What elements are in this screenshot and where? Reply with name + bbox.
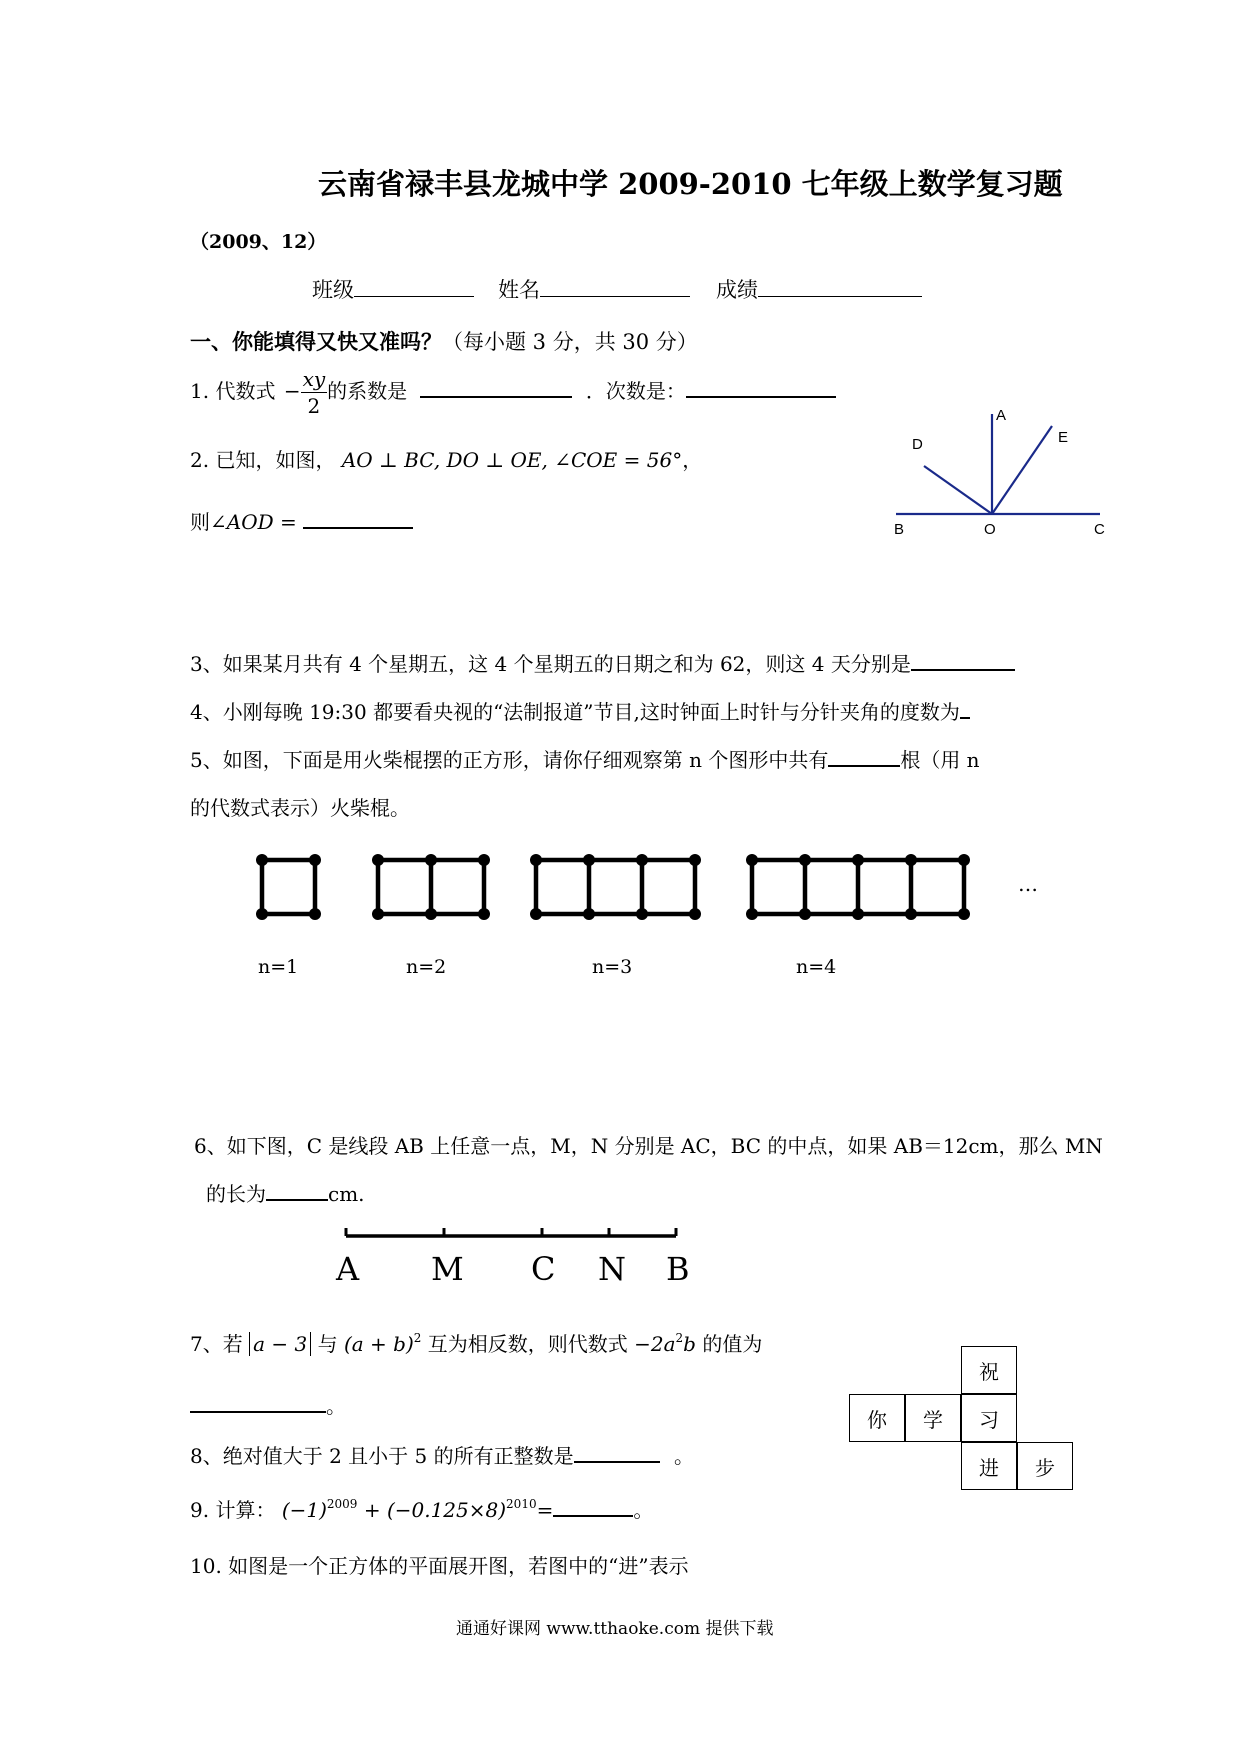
question-5-line-2: 的代数式表示）火柴棍。 — [190, 796, 410, 820]
name-blank[interactable] — [540, 276, 690, 297]
matchstick-joint — [905, 908, 917, 920]
matchstick-joint — [256, 854, 268, 866]
q1-sep: ．次数是： — [585, 379, 686, 403]
question-6-line-2 — [206, 1178, 365, 1207]
matchstick-ellipsis: … — [1018, 872, 1038, 896]
q7-square-exp: 2 — [413, 1331, 422, 1345]
matchstick-figure-1 — [256, 854, 321, 920]
name-field — [498, 274, 690, 304]
class-field — [312, 274, 474, 304]
q8-answer-blank[interactable] — [574, 1461, 660, 1463]
matchstick-joint — [958, 854, 970, 866]
q8-suffix: 。 — [673, 1444, 694, 1468]
q9-prefix: 9. 计算： — [190, 1498, 276, 1522]
q9-exp2: 2010 — [506, 1497, 537, 1511]
q9-answer-blank[interactable] — [553, 1515, 633, 1517]
seg-label-n: N — [598, 1250, 626, 1288]
question-8 — [190, 1440, 694, 1469]
q2-line2-prefix: 则 — [190, 510, 210, 534]
section-title: 一、你能填得又快又准吗？ — [190, 329, 442, 354]
matchstick-joint — [689, 854, 701, 866]
q2-angle: ∠AOD = — [210, 510, 297, 534]
matchstick-joint — [905, 854, 917, 866]
question-6-line-1: 6、如下图，C 是线段 AB 上任意一点，M，N 分别是 AC，BC 的中点，如果 AB＝12cm，那么 MN — [194, 1134, 1103, 1158]
q7-expr: −2a — [634, 1332, 676, 1356]
q5-suffix: 根（用 n — [900, 748, 980, 772]
q3-text: 3、如果某月共有 4 个星期五，这 4 个星期五的日期之和为 62，则这 4 天分别是 — [190, 652, 911, 676]
ray-od — [924, 466, 992, 514]
seg-label-m: M — [431, 1250, 464, 1288]
q1-prefix: 1. 代数式 — [190, 379, 276, 403]
q7-suffix: 的值为 — [702, 1332, 763, 1356]
question-2-line-1 — [190, 444, 702, 473]
net-cell-bu: 步 — [1017, 1442, 1073, 1490]
label-o: O — [984, 521, 996, 538]
footer-credit: 通通好课网 www.tthaoke.com 提供下载 — [456, 1619, 774, 1639]
net-cell-ni: 你 — [849, 1394, 905, 1442]
label-n1: n=1 — [258, 956, 299, 978]
question-7 — [190, 1328, 762, 1357]
label-d: D — [912, 436, 923, 453]
matchstick-joint — [583, 854, 595, 866]
matchstick-joint — [372, 908, 384, 920]
name-label: 姓名 — [498, 278, 540, 302]
net-cell-zhu: 祝 — [961, 1346, 1017, 1394]
label-n2: n=2 — [406, 956, 447, 978]
matchstick-joint — [256, 908, 268, 920]
q1-numerator: xy — [302, 367, 326, 391]
q7-expr-tail: b — [683, 1332, 696, 1356]
matchstick-joint — [309, 908, 321, 920]
q6-answer-blank[interactable] — [266, 1199, 328, 1201]
label-n4: n=4 — [796, 956, 837, 978]
q9-plus: + — [363, 1498, 381, 1522]
q4-text: 4、小刚每晚 19:30 都要看央视的“法制报道”节目,这时钟面上时针与分针夹角的度数为 — [190, 700, 960, 724]
q6-suffix: cm. — [328, 1182, 365, 1206]
matchstick-joint — [636, 908, 648, 920]
q1-mid: 的系数是 — [327, 379, 408, 403]
score-blank[interactable] — [758, 276, 922, 297]
q9-exp1: 2009 — [326, 1497, 358, 1511]
q1-sign: − — [283, 379, 301, 403]
class-blank[interactable] — [354, 276, 474, 297]
matchstick-joint — [530, 908, 542, 920]
matchstick-joint — [425, 908, 437, 920]
matchstick-joint — [799, 908, 811, 920]
matchstick-joint — [852, 908, 864, 920]
class-label: 班级 — [312, 278, 354, 302]
net-cell-xi: 习 — [961, 1394, 1017, 1442]
matchstick-joint — [425, 854, 437, 866]
question-1 — [190, 366, 836, 419]
label-b: B — [894, 521, 905, 538]
question-4 — [190, 696, 970, 725]
matchstick-figure-3 — [530, 854, 701, 920]
matchstick-joint — [746, 908, 758, 920]
label-e: E — [1058, 429, 1069, 446]
q7-mid2: 互为相反数，则代数式 — [427, 1332, 628, 1356]
q6-prefix: 的长为 — [206, 1182, 266, 1206]
q5-prefix: 5、如图，下面是用火柴棍摆的正方形，请你仔细观察第 n 个图形中共有 — [190, 748, 829, 772]
q1-fraction — [301, 366, 328, 419]
score-field — [716, 274, 922, 304]
q8-prefix: 8、绝对值大于 2 且小于 5 的所有正整数是 — [190, 1444, 574, 1468]
seg-label-b: B — [666, 1250, 690, 1288]
matchstick-joint — [689, 908, 701, 920]
q2-condition: AO ⊥ BC, DO ⊥ OE, ∠COE = 56° — [341, 448, 683, 472]
q7-square-base: (a + b) — [343, 1332, 414, 1356]
question-2-line-2 — [190, 506, 413, 535]
q5-answer-blank[interactable] — [828, 765, 900, 767]
exam-date: （2009、12） — [190, 231, 327, 253]
matchstick-joint — [746, 854, 758, 866]
seg-label-c: C — [531, 1250, 556, 1288]
label-c: C — [1094, 521, 1105, 538]
q1-degree-blank[interactable] — [686, 396, 836, 398]
matchstick-figure — [250, 850, 1080, 930]
q2-suffix: ， — [682, 448, 703, 472]
matchstick-joint — [958, 908, 970, 920]
question-5-line-1 — [190, 744, 980, 773]
q9-term1: (−1) — [281, 1498, 327, 1522]
q7-end: 。 — [326, 1394, 346, 1418]
q1-coefficient-blank[interactable] — [420, 396, 572, 398]
q7-prefix: 7、若 — [190, 1332, 243, 1356]
question-10: 10. 如图是一个正方体的平面展开图，若图中的“进”表示 — [190, 1554, 689, 1578]
q9-term2: (−0.125×8) — [386, 1498, 507, 1522]
matchstick-joint — [478, 854, 490, 866]
matchstick-joint — [530, 854, 542, 866]
section-heading — [190, 326, 698, 356]
seg-label-a: A — [336, 1250, 360, 1288]
label-a: A — [996, 407, 1007, 424]
net-cell-jin: 进 — [961, 1442, 1017, 1490]
segment-figure — [330, 1220, 700, 1300]
matchstick-joint — [372, 854, 384, 866]
question-3 — [190, 648, 1015, 677]
q2-answer-blank[interactable] — [303, 527, 413, 529]
q7-mid1: 与 — [317, 1332, 338, 1356]
matchstick-joint — [636, 854, 648, 866]
section-note: （每小题 3 分，共 30 分） — [442, 330, 698, 354]
q3-answer-blank[interactable] — [911, 669, 1015, 671]
matchstick-joint — [799, 854, 811, 866]
q9-eq: = — [536, 1498, 554, 1522]
matchstick-joint — [583, 908, 595, 920]
net-cell-xue: 学 — [905, 1394, 961, 1442]
q4-answer-blank[interactable] — [960, 717, 970, 719]
angle-figure — [880, 400, 1120, 550]
matchstick-figure-2 — [372, 854, 490, 920]
page-title: 云南省禄丰县龙城中学 2009-2010 七年级上数学复习题 — [318, 167, 1063, 201]
q7-expr-exp: 2 — [675, 1331, 684, 1345]
matchstick-joint — [309, 854, 321, 866]
q9-suffix: 。 — [633, 1498, 654, 1522]
q1-denominator: 2 — [307, 394, 321, 418]
matchstick-joint — [478, 908, 490, 920]
q7-answer-blank[interactable] — [190, 1411, 326, 1413]
matchstick-joint — [852, 854, 864, 866]
score-label: 成绩 — [716, 278, 758, 302]
question-9 — [190, 1494, 653, 1523]
label-n3: n=3 — [592, 956, 633, 978]
q7-absolute-value: a − 3 — [249, 1332, 311, 1356]
ray-oe — [992, 426, 1052, 514]
question-7-answer-line — [190, 1390, 346, 1419]
matchstick-figure-4 — [746, 854, 970, 920]
q2-prefix: 2. 已知，如图， — [190, 448, 336, 472]
